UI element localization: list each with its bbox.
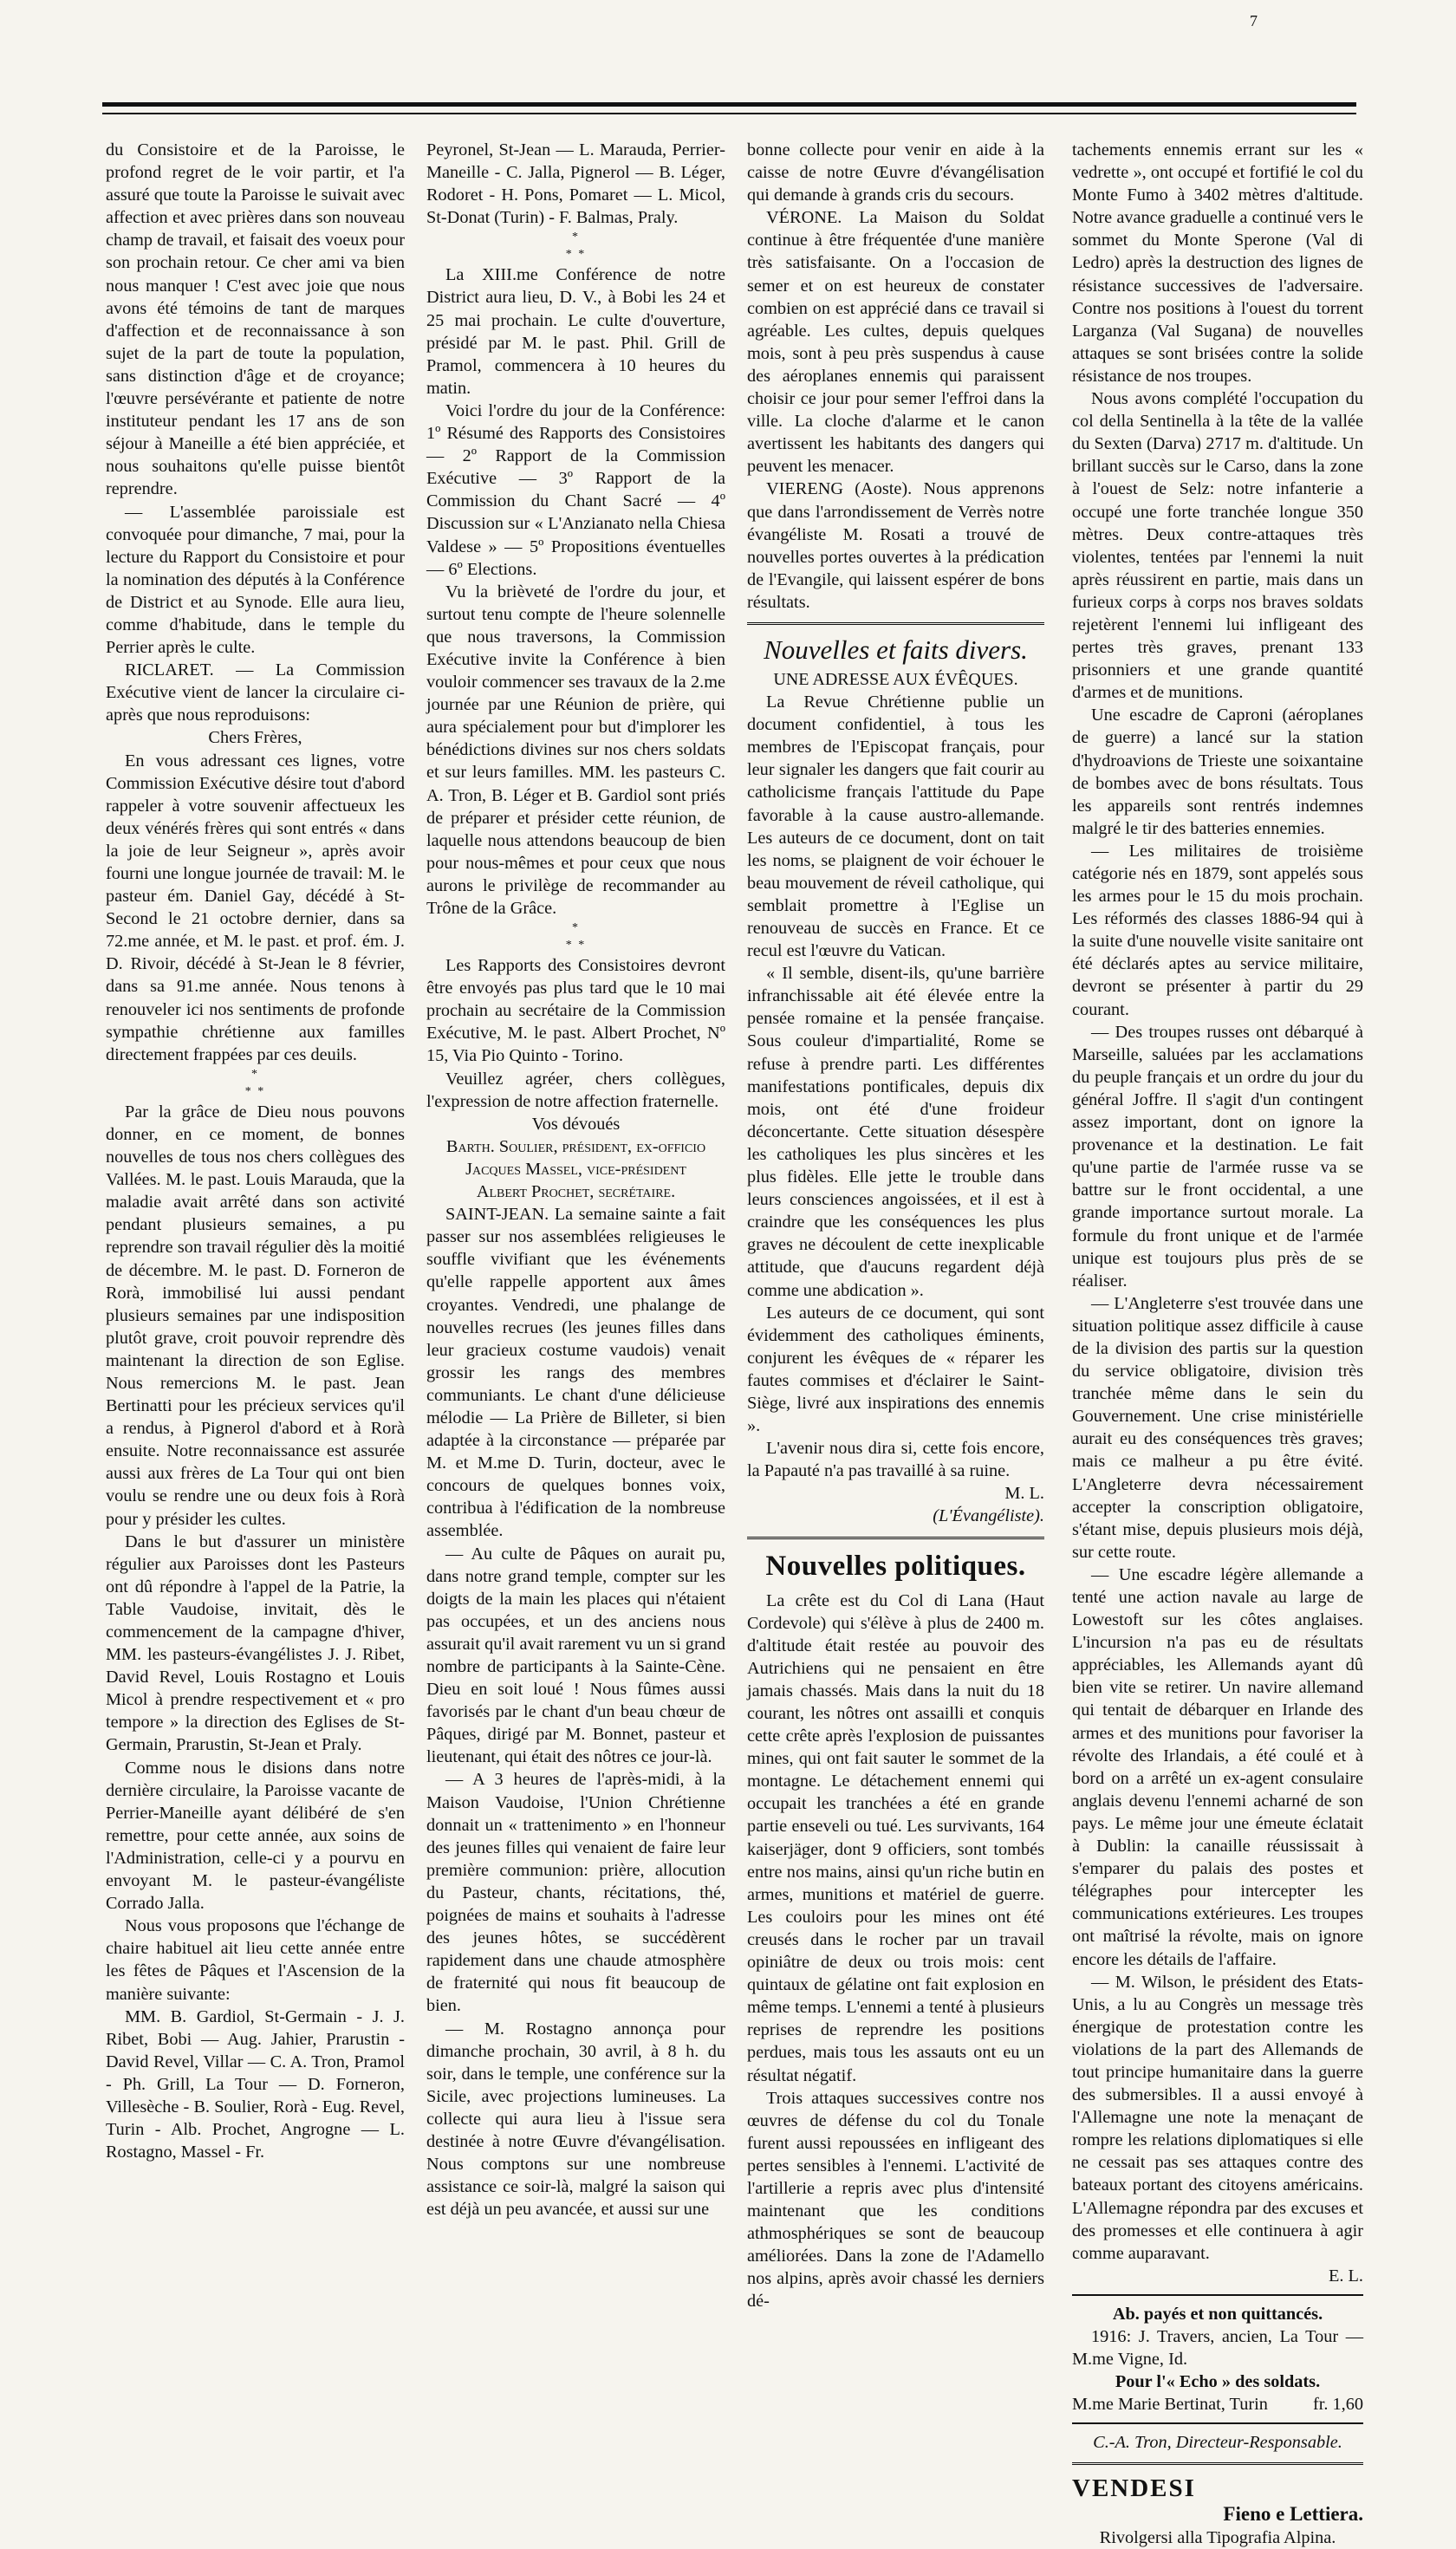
paragraph: — Au culte de Pâques on aurait pu, dans notre grand temple, compter sur les doigts de la main les places qui n'étaient pas occupées, et un des anciens nous assurait qu'il avait rarement vu un si grand nombre de participants à la Sainte-Cène. Dieu en soit loué ! Nous fûmes aussi favorisés par le chant d'un beau chœur de Pâques, dirigé par M. Bonnet, pasteur et lieutenant, qui était des nôtres ce jour-là.: [426, 1544, 725, 1767]
separator-asterisks: * * *: [244, 1067, 266, 1098]
signature: M. L.: [1004, 1484, 1044, 1504]
column-4: [1072, 139, 1363, 2549]
paragraph: Dans le but d'assurer un ministère régulier aux Paroisses dont les Pasteurs ont dû répondre à l'appel de la Patrie, la Table Vaudoise, invitait, dès le commencement de la campagne d'hiver, MM. les pasteurs-évangélistes J. J. Ribet, David Revel, Louis Rostagno et Louis Micol à prendre respectivement et « pro tempore » la direction des Eglises de St-Germain, Prarustin, St-Jean et Praly.: [106, 1531, 405, 1755]
paragraph: Une escadre de Caproni (aéroplanes de guerre) a lancé sur la station d'hydroavions de Trieste une soixantaine de bombes avec de bons résultats. Tous les appareils sont rentrés indemnes malgré le tir des batteries ennemies.: [1072, 706, 1363, 838]
paragraph: Peyronel, St-Jean — L. Marauda, Perrier-Maneille - C. Jalla, Pignerol — B. Léger, Rodoret - H. Pons, Pomaret — L. Micol, St-Donat (Turin) - F. Balmas, Praly.: [426, 140, 725, 228]
vendesi-contact: Rivolgersi alla Tipografia Alpina.: [1099, 2527, 1336, 2547]
salutation: Chers Frères,: [208, 728, 302, 748]
director-line: C.-A. Tron, Directeur-Responsable.: [1093, 2433, 1342, 2453]
paragraph: — Les militaires de troisième catégorie nés en 1879, sont appelés sous les armes pour le 15 du mois prochain. Les réformés des classes 1886-94 qui à la suite d'une nouvelle visite sanitaire ont été déclarés aptes au service militaire, devront se présenter à partir du 29 courant.: [1072, 841, 1363, 1019]
page-number: 7: [1250, 12, 1258, 29]
separator-asterisks: * * *: [565, 921, 587, 953]
paragraph: En vous adressant ces lignes, votre Commission Exécutive désire tout d'abord rappeler à votre souvenir affectueux les deux vénérés frères qui sont entrés « dans la joie de leur Seigneur », après avoir fourni une longue journée de travail: M. le pasteur ém. Daniel Gay, décédé à St-Second le 21 octobre dernier, dans sa 72.me année, et M. le past. et prof. ém. J. D. Rivoir, décédé à St-Jean le 8 février, dans sa 91.me année. Nous tenons à renouveler ici nos sentiments de profonde sympathie chrétienne aux familles directement frappées par ces deuils.: [106, 751, 405, 1064]
signature: Barth. Soulier, président, ex-officio: [445, 1136, 706, 1156]
paragraph: Nous avons complété l'occupation du col della Sentinella à la tête de la vallée du Sexten (Darva) 2717 m. d'altitude. Un brillant succès sur le Carso, dans la zone à l'ouest de Selz: notre infanterie a occupé une forte tranchée longue 350 mètres. Deux contre-attaques très violentes, tentées par l'ennemi la nuit après réussirent en partie, mais dans un furieux corps à corps nos braves soldats rejetèrent l'ennemi lui infligeant des pertes très graves, prenant 133 prisonniers et une grande quantité d'armes et de munitions.: [1072, 389, 1363, 703]
vendesi-subheading: Fieno e Lettiera.: [1223, 2503, 1363, 2526]
column-3: [747, 139, 1044, 2313]
paragraph: — L'assemblée paroissiale est convoquée pour dimanche, 7 mai, pour la lecture du Rapport du Consistoire et pour la nomination des députés à la Conférence de District et au Synode. Elle aura lieu, comme d'habitude, dans le temple du Perrier après le culte.: [106, 502, 405, 658]
paragraph: — Une escadre légère allemande a tenté une action navale au large de Lowestoft sur les côtes anglaises. L'incursion n'a pas eu de résultats appréciables, les Allemands ayant dû bien vite se retirer. Un navire allemand qui tentait de débarquer en Irlande des armes et des munitions pour favoriser la révolte des Irlandais, a été coulé et à bord on a arrêté un ex-agent consulaire anglais devenu l'ennemi acharné de son pays. Le même jour une émeute éclatait à Dublin: la canaille réussissait à s'emparer du palais des postes et télégraphes pour intercepter les communications extérieures. Les troupes ont maîtrisé la révolte, mais on ignore encore les détails de l'affaire.: [1072, 1564, 1363, 1969]
paragraph: Trois attaques successives contre nos œuvres de défense du col du Tonale furent aussi repoussées en infligeant des pertes sensibles à l'ennemi. L'activité de l'artillerie a repris avec plus d'intensité maintenant que les conditions athmosphériques se sont de beaucoup améliorées. Dans la zone de l'Adamello nos alpins, après avoir chassé les derniers dé-: [747, 2088, 1044, 2312]
paragraph: — L'Angleterre s'est trouvée dans une situation politique assez difficile à cause de la division des partis sur la question du service obligatoire, division très tranchée même dans le sein du Gouvernement. Une crise ministérielle aurait eu des conséquences très graves; mais ce malheur a pu être évité. L'Angleterre devra nécessairement accepter la conscription obligatoire, s'étant mise, depuis plusieurs mois déjà, sur cette route.: [1072, 1293, 1363, 1562]
section-subtitle: UNE ADRESSE AUX ÉVÊQUES.: [773, 669, 1018, 689]
section-rule: [747, 622, 1044, 625]
signature: E. L.: [1329, 2266, 1363, 2286]
header-rule: [102, 102, 1356, 114]
paragraph: La crête est du Col di Lana (Haut Cordevole) qui s'élève à plus de 2400 m. d'altitude était restée au pouvoir des Autrichiens qui ne pensaient en être jamais chassés. Mais dans la nuit du 18 courant, les nôtres ont assailli et conquis cette crête après l'explosion de puissantes mines, qui ont fait sauter le sommet de la montagne. Le détachement ennemi qui occupait les tranchées a été en grande partie enseveli ou tué. Les survivants, 164 kaiserjäger, dont 9 officiers, sont tombés entre nos mains, ainsi qu'un riche butin en armes, munitions et matériel de guerre. Les couloirs pour les mines ont été creusés dans le rocher par un travail opiniâtre de deux ou trois mois: cent quintaux de gélatine ont fait explosion en même temps. L'ennemi a tenté à plusieurs reprises de reprendre les positions perdues, mais tous les assauts ont eu un résultat négatif.: [747, 1590, 1044, 2085]
separator-asterisks: * * *: [565, 231, 587, 262]
source: (L'Évangéliste).: [933, 1506, 1044, 1526]
echo-amount: fr. 1,60: [1312, 2395, 1363, 2415]
paragraph: MM. B. Gardiol, St-Germain - J. J. Ribet, Bobi — Aug. Jahier, Prarustin - David Revel, Villar — C. A. Tron, Pramol - Ph. Grill, La Tour — D. Forneron, Villesèche - B. Soulier, Rorà - Eug. Revel, Turin - Alb. Prochet, Angrogne — L. Rostagno, Massel - Fr.: [106, 2006, 405, 2162]
ab-title: Ab. payés et non quittancés.: [1112, 2304, 1323, 2324]
paragraph: Les auteurs de ce document, qui sont évidemment des catholiques éminents, conjurent les évêques de « réparer les fautes commises et d'éclairer le Saint-Siège, livré aux inspirations des ennemis ».: [747, 1303, 1044, 1436]
column-2: [426, 139, 725, 2221]
paragraph: du Consistoire et de la Paroisse, le profond regret de le voir partir, et l'a assuré que toute la Paroisse le suivait avec affection et avec prières dans son nouveau champ de travail, et faisait des voeux pour son prochain retour. Ce cher ami va bien nous manquer ! C'est avec joie que nous avons été témoins de tant de marques d'affection et de reconnaissance à son sujet de la part de toute la population, sans distinction d'âge et de croyance; l'œuvre persévérante et patiente de notre instituteur pendant les 17 ans de son séjour à Maneille a été bien appréciée, et nous souhaitons qu'elle puisse bientôt reprendre.: [106, 140, 405, 499]
section-rule: [1072, 2422, 1363, 2424]
paragraph: — M. Wilson, le président des Etats-Unis, a lu au Congrès un message très énergique de protestation contre les violations de la part des Allemands de tout principe humanitaire dans la guerre des submersibles. Il a aussi envoyé à l'Allemagne une note la menaçant de rompre les relations diplomatiques si elle ne cessait pas ses attaques contre des bateaux portant des citoyens américains. L'Allemagne répondra par des excuses et des promesses et elle continuera à agir comme auparavant.: [1072, 1972, 1363, 2263]
section-rule: [1072, 2294, 1363, 2296]
paragraph: — M. Rostagno annonça pour dimanche prochain, 30 avril, à 8 h. du soir, dans le temple, une conférence sur la Sicile, avec projections lumineuses. La collecte qui aura lieu à l'issue sera destinée à notre Œuvre d'évangélisation. Nous comptons sur une nombreuse assistance ce soir-là, malgré la saison qui est déjà un peu avancée, et aussi sur une: [426, 2019, 725, 2220]
ab-line: 1916: J. Travers, ancien, La Tour — M.me Vigne, Id.: [1072, 2327, 1363, 2370]
paragraph: « Il semble, disent-ils, qu'une barrière infranchissable ait été élevée entre la pensée romaine et la pensée française. Sous couleur d'impartialité, Rome se refuse à prendre parti. Les différentes manifestations pontificales, depuis dix mois, ont été d'une froideur déconcertante. Cette situation désespère les catholiques les plus sincères et les plus fidèles. Elle jette le trouble dans leurs consciences angoissées, et il est à craindre que les conséquences les plus graves ne découlent de cette inexplicable attitude, que d'aucuns regardent déjà comme une abdication ».: [747, 964, 1044, 1300]
paragraph: bonne collecte pour venir en aide à la caisse de notre Œuvre d'évangélisation qui demande à grands cris du secours.: [747, 140, 1044, 205]
paragraph: La XIII.me Conférence de notre District aura lieu, D. V., à Bobi les 24 et 25 mai prochain. Le culte d'ouverture, présidé par M. le past. Phil. Grill de Pramol, commencera à 10 heures du matin.: [426, 265, 725, 398]
paragraph: RICLARET. — La Commission Exécutive vient de lancer la circulaire ci-après que nous reproduisons:: [106, 660, 405, 725]
paragraph: VIERENG (Aoste). Nous apprenons que dans l'arrondissement de Verrès notre évangéliste M. Rosati a trouvé de nouvelles portes ouvertes à la prédication de l'Evangile, qui laissent espérer de bons résultats.: [747, 479, 1044, 612]
paragraph: La Revue Chrétienne publie un document confidentiel, à tous les membres de l'Episcopat français, pour leur signaler les dangers que fait courir au catholicisme français l'attitude du Pape favorable à la cause austro-allemande. Les auteurs de ce document, dont on tait les noms, se plaignent de voir échouer le beau mouvement de réveil catholique, qui semblait promettre à l'Eglise un renouveau de succès en France. Et ce recul est l'œuvre du Vatican.: [747, 693, 1044, 961]
section-title: Nouvelles et faits divers.: [764, 634, 1028, 665]
section-title: Nouvelles politiques.: [765, 1550, 1026, 1582]
section-rule: [747, 1537, 1044, 1539]
paragraph: Comme nous le disions dans notre dernière circulaire, la Paroisse vacante de Perrier-Maneille ayant délibéré de s'en remettre, pour cette année, aux soins de l'Administration, celle-ci y a pourvu en envoyant M. le pasteur-évangéliste Corrado Jalla.: [106, 1758, 405, 1914]
paragraph: VÉRONE. La Maison du Soldat continue à être fréquentée d'une manière très satisfaisante. On a l'occasion de semer et on est heureux de constater combien on est apprécié dans ce travail si agréable. Les cultes, depuis quelques mois, sont à peu près suspendus à cause des aéroplanes ennemis qui paraissent choisir ce jour pour semer l'effroi dans la ville. La cloche d'alarme et le canon avertissent les habitants des dangers qui peuvent les menacer.: [747, 208, 1044, 477]
paragraph: Vu la brièveté de l'ordre du jour, et surtout tenu compte de l'heure solennelle que nous traversons, la Commission Exécutive invite la Conférence à bien vouloir commencer ses travaux de la 2.me journée par une Réunion de prière, qui aura spécialement pour but d'implorer les bénédictions divines sur nos chers soldats et sur leurs familles. MM. les pasteurs C. A. Tron, B. Léger et B. Gardiol sont priés de préparer et présider cette réunion, de laquelle nous attendons beaucoup de bien pour nous-mêmes et pour ceux que nous aurons le privilège de recommander au Trône de la Grâce.: [426, 582, 725, 918]
paragraph: Nous vous proposons que l'échange de chaire habituel ait lieu cette année entre les fêtes de Pâques et l'Ascension de la manière suivante:: [106, 1916, 405, 2004]
paragraph: L'avenir nous dira si, cette fois encore, la Papauté n'a pas travaillé à sa ruine.: [747, 1439, 1044, 1481]
section-rule: [1072, 2462, 1363, 2465]
paragraph: SAINT-JEAN. La semaine sainte a fait passer sur nos assemblées religieuses le souffle vivifiant que les événements qu'elle rappelle apportent aux âmes croyantes. Vendredi, une phalange de nouvelles recrues (les jeunes filles dans leur gracieux costume vaudois) venait grossir les rangs des membres communiants. Le chant d'une délicieuse mélodie — La Prière de Billeter, si bien adaptée à la circonstance — préparée par M. et M.me D. Turin, docteur, avec le concours de quelques bonnes voix, contribua à l'édification de la nombreuse assemblée.: [426, 1205, 725, 1541]
signature: Albert Prochet, secrétaire.: [476, 1182, 676, 1202]
paragraph: — A 3 heures de l'après-midi, à la Maison Vaudoise, l'Union Chrétienne donnait un « trattenimento » en l'honneur des jeunes filles qui venaient de faire leur première communion: prière, allocution du Pasteur, chants, récitations, thé, poignées de mains et souhaits à l'adresse des jeunes hôtes, se succédèrent rapidement dans une chaude atmosphère de fraternité qui nous fit beaucoup de bien.: [426, 1770, 725, 2016]
paragraph: Veuillez agréer, chers collègues, l'expression de notre affection fraternelle.: [426, 1069, 725, 1111]
signature: Jacques Massel, vice-président: [465, 1159, 686, 1179]
vendesi-heading: VENDESI: [1072, 2474, 1196, 2503]
echo-donor: M.me Marie Bertinat, Turin: [1072, 2395, 1268, 2415]
column-1: [106, 139, 405, 2163]
echo-line: [1072, 2393, 1363, 2416]
paragraph: Les Rapports des Consistoires devront être envoyés pas plus tard que le 10 mai prochain au secrétaire de la Commission Exécutive, M. le past. Albert Prochet, Nº 15, Via Pio Quinto - Torino.: [426, 956, 725, 1066]
paragraph: Voici l'ordre du jour de la Conférence: 1º Résumé des Rapports des Consistoires — 2º Rapport de la Commission Exécutive — 3º Rapport de la Commission du Chant Sacré — 4º Discussion sur « L'Anzianato nella Chiesa Valdese » — 5º Propositions éventuelles — 6º Elections.: [426, 400, 725, 579]
paragraph: Par la grâce de Dieu nous pouvons donner, en ce moment, de bonnes nouvelles de tous nos chers collègues des Vallées. M. le past. Louis Marauda, que la maladie avait arrêté dans son activité pendant plusieurs semaines, a pu reprendre son travail régulier dès la moitié de décembre. M. le past. D. Forneron de Rorà, immobilisé lui aussi pendant plusieurs semaines par une indisposition plutôt grave, croit pouvoir reprendre dès maintenant la direction de son Eglise. Nous remercions M. le past. Jean Bertinatti pour les précieux services qu'il a rendus, à Pignerol d'abord et à Rorà ensuite. Notre reconnaissance est assurée aussi aux frères de La Tour qui ont bien voulu se rendre une ou deux fois à Rorà pour y présider les cultes.: [106, 1102, 405, 1529]
paragraph: tachements ennemis errant sur les « vedrette », ont occupé et fortifié le col du Monte Fumo à 3402 mètres d'altitude. Notre avance graduelle a continué vers le sommet du Monte Sperone (Val di Ledro) après la destruction des lignes de résistance successives de l'adversaire. Contre nos positions à l'ouest du torrent Larganza (Val Sugana) de nouvelles attaques se sont brisées contre la solide résistance de nos troupes.: [1072, 140, 1363, 386]
paragraph: — Des troupes russes ont débarqué à Marseille, saluées par les acclamations du peuple français et un ordre du jour du général Joffre. Il s'agit d'un contingent assez important, dont on ignore la provenance et la destination. Le fait qu'une partie de l'armée russe va se battre sur le front occidental, a une grande importance surtout morale. La formule du front unique et de l'armée unique est toujours plus près de se réaliser.: [1072, 1022, 1363, 1291]
echo-title: Pour l'« Echo » des soldats.: [1115, 2372, 1321, 2392]
closing: Vos dévoués: [531, 1114, 621, 1134]
